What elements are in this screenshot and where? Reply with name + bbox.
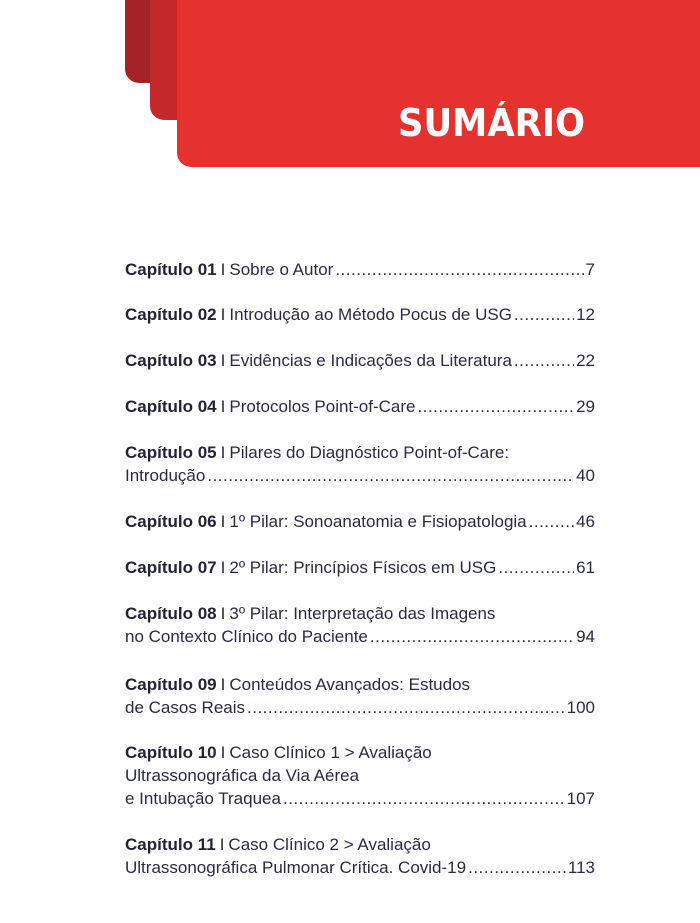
chapter-title-cont: no Contexto Clínico do Paciente bbox=[125, 627, 368, 646]
chapter-title: 3º Pilar: Interpretação das Imagens bbox=[229, 604, 496, 623]
separator: I bbox=[220, 443, 226, 462]
toc-entry-01[interactable] bbox=[125, 258, 595, 281]
chapter-title: 1º Pilar: Sonoanatomia e Fisiopatologia bbox=[229, 512, 527, 531]
toc-entry-02[interactable] bbox=[125, 303, 595, 326]
chapter-title-cont: e Intubação Traquea bbox=[125, 789, 281, 808]
dot-leader bbox=[514, 349, 574, 372]
chapter-label: Capítulo 11 bbox=[125, 835, 216, 854]
page-number: 22 bbox=[576, 351, 595, 370]
toc-entry-04[interactable] bbox=[125, 395, 595, 418]
toc-entry-05[interactable] bbox=[125, 441, 595, 487]
dot-leader bbox=[498, 556, 574, 579]
page-number: 12 bbox=[576, 305, 595, 324]
separator: I bbox=[220, 305, 226, 324]
separator: I bbox=[219, 835, 225, 854]
chapter-label: Capítulo 07 bbox=[125, 558, 217, 577]
chapter-label: Capítulo 06 bbox=[125, 512, 217, 531]
separator: I bbox=[220, 512, 226, 531]
separator: I bbox=[220, 675, 226, 694]
page-number: 94 bbox=[576, 627, 595, 646]
separator: I bbox=[220, 743, 226, 762]
chapter-title: Pilares do Diagnóstico Point-of-Care: bbox=[229, 443, 510, 462]
dot-leader bbox=[418, 395, 575, 418]
page-number: 40 bbox=[576, 466, 595, 485]
dot-leader bbox=[529, 510, 574, 533]
separator: I bbox=[220, 351, 226, 370]
chapter-label: Capítulo 04 bbox=[125, 397, 217, 416]
toc-entry-08[interactable] bbox=[125, 602, 595, 648]
chapter-label: Capítulo 02 bbox=[125, 305, 217, 324]
page-number: 61 bbox=[576, 558, 595, 577]
separator: I bbox=[220, 397, 226, 416]
chapter-label: Capítulo 05 bbox=[125, 443, 217, 462]
dot-leader bbox=[247, 696, 565, 719]
page-number: 7 bbox=[585, 260, 595, 279]
chapter-title-cont: de Casos Reais bbox=[125, 698, 246, 717]
dot-leader bbox=[514, 303, 574, 326]
chapter-title-cont: Ultrassonográfica Pulmonar Crítica. Covid-19 bbox=[125, 858, 467, 877]
toc-entry-11[interactable] bbox=[125, 833, 595, 879]
dot-leader bbox=[283, 787, 565, 810]
page-title: SUMÁRIO bbox=[398, 101, 586, 145]
chapter-title: Evidências e Indicações da Literatura bbox=[229, 351, 512, 370]
page-number: 100 bbox=[566, 698, 595, 717]
chapter-title: Conteúdos Avançados: Estudos bbox=[229, 675, 471, 694]
page-number: 46 bbox=[576, 512, 595, 531]
separator: I bbox=[220, 260, 226, 279]
chapter-title: Caso Clínico 2 > Avaliação bbox=[228, 835, 431, 854]
toc-entry-06[interactable] bbox=[125, 510, 595, 533]
page-number: 29 bbox=[576, 397, 595, 416]
toc-entry-10[interactable] bbox=[125, 741, 595, 810]
dot-leader bbox=[335, 258, 583, 281]
separator: I bbox=[220, 558, 226, 577]
chapter-title-cont: Introdução bbox=[125, 466, 206, 485]
chapter-title: Sobre o Autor bbox=[229, 260, 334, 279]
chapter-title: Caso Clínico 1 > Avaliação bbox=[229, 743, 432, 762]
toc-entry-03[interactable] bbox=[125, 349, 595, 372]
dot-leader bbox=[207, 464, 574, 487]
chapter-title: Introdução ao Método Pocus de USG bbox=[229, 305, 512, 324]
chapter-label: Capítulo 08 bbox=[125, 604, 217, 623]
chapter-label: Capítulo 03 bbox=[125, 351, 217, 370]
toc-entry-07[interactable] bbox=[125, 556, 595, 579]
chapter-title-cont: Ultrassonográfica da Via Aérea bbox=[125, 766, 360, 785]
page-number: 113 bbox=[567, 858, 595, 877]
chapter-label: Capítulo 10 bbox=[125, 743, 217, 762]
chapter-label: Capítulo 01 bbox=[125, 260, 217, 279]
dot-leader bbox=[370, 625, 574, 648]
dot-leader bbox=[468, 856, 566, 879]
chapter-title: 2º Pilar: Princípios Físicos em USG bbox=[229, 558, 497, 577]
page-number: 107 bbox=[566, 789, 595, 808]
chapter-label: Capítulo 09 bbox=[125, 675, 217, 694]
chapter-title: Protocolos Point-of-Care bbox=[229, 397, 416, 416]
separator: I bbox=[220, 604, 226, 623]
toc-entry-09[interactable] bbox=[125, 673, 595, 719]
